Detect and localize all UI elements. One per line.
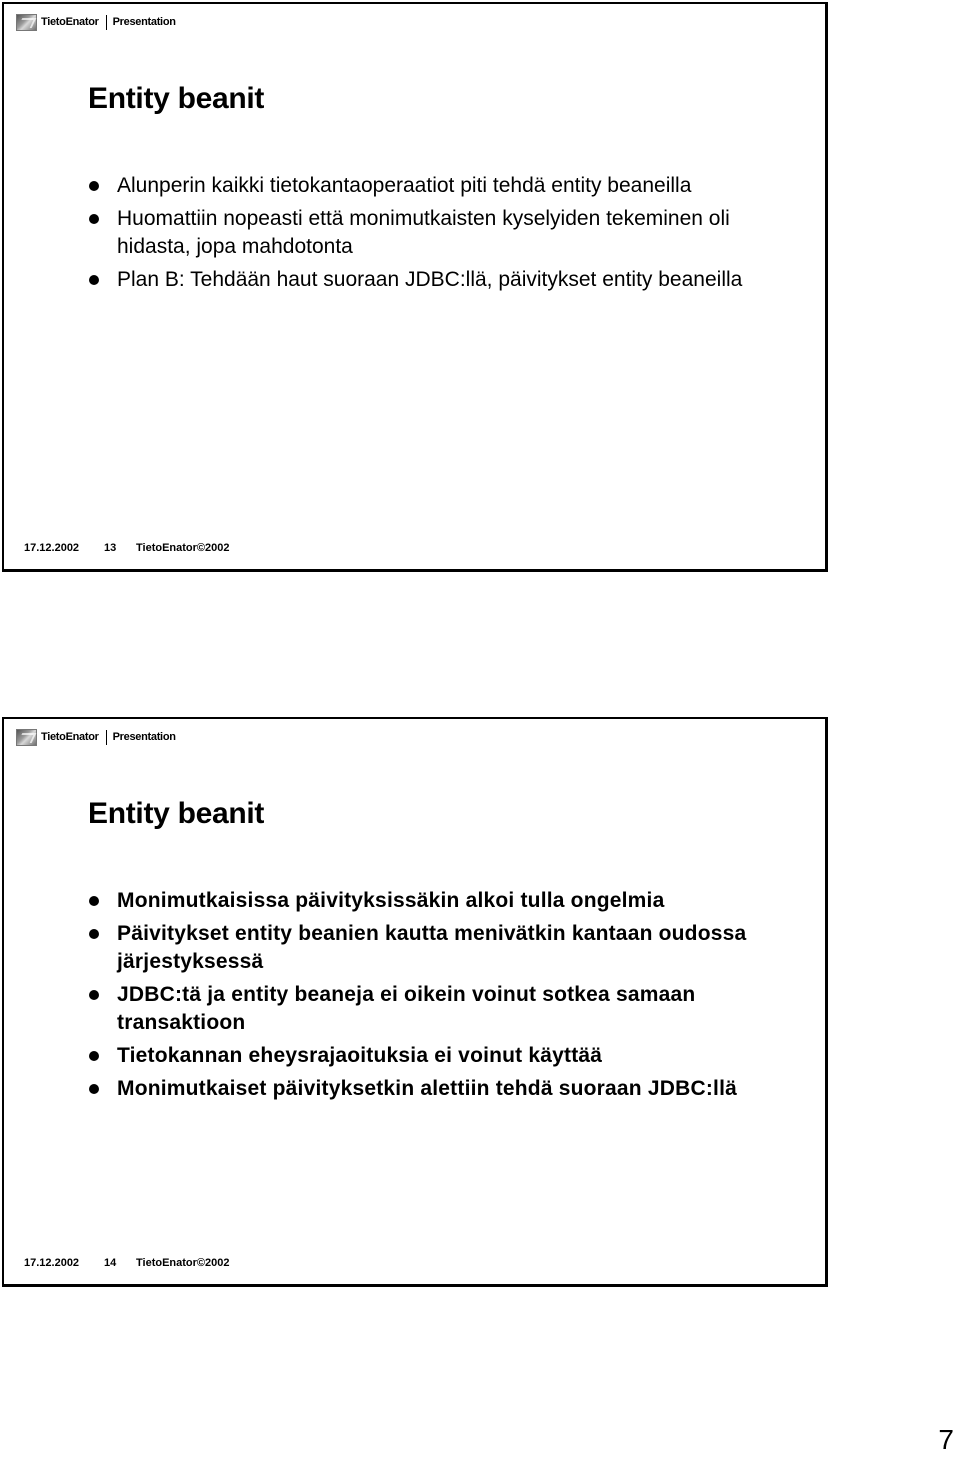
bullet-item: JDBC:tä ja entity beaneja ei oikein voinut sotkea samaan transaktioon <box>86 981 786 1037</box>
bullet-list <box>86 172 786 299</box>
bullet-item: Päivitykset entity beanien kautta menivätkin kantaan oudossa järjestyksessä <box>86 920 786 976</box>
brand-name: TietoEnator <box>41 16 99 28</box>
slide-header <box>16 727 176 747</box>
bullet-list <box>86 887 786 1108</box>
slide-header <box>16 12 176 32</box>
brand-name: TietoEnator <box>41 731 99 743</box>
footer-copyright: TietoEnator©2002 <box>136 1257 230 1269</box>
bullet-item: Monimutkaiset päivityksetkin alettiin tehdä suoraan JDBC:llä <box>86 1075 786 1103</box>
header-presentation-label: Presentation <box>112 16 176 28</box>
bullet-item: Tietokannan eheysrajaoituksia ei voinut käyttää <box>86 1042 786 1070</box>
bullet-item: Alunperin kaikki tietokantaoperaatiot piti tehdä entity beaneilla <box>86 172 786 200</box>
header-divider <box>106 15 107 30</box>
slide-footer <box>24 542 230 554</box>
footer-date: 17.12.2002 <box>24 1257 80 1269</box>
slide-13 <box>2 2 828 572</box>
bullet-item: Huomattiin nopeasti että monimutkaisten kyselyiden tekeminen oli hidasta, jopa mahdotonta <box>86 205 786 261</box>
slide-14 <box>2 717 828 1287</box>
tietoenator-logo-icon <box>16 729 37 746</box>
footer-copyright: TietoEnator©2002 <box>136 542 230 554</box>
slide-title: Entity beanit <box>88 82 265 115</box>
bullet-item: Monimutkaisissa päivityksissäkin alkoi tulla ongelmia <box>86 887 786 915</box>
footer-slide-number: 13 <box>104 542 117 554</box>
header-presentation-label: Presentation <box>112 731 176 743</box>
slide-footer <box>24 1257 230 1269</box>
tietoenator-logo-icon <box>16 14 37 31</box>
slide-title: Entity beanit <box>88 797 265 830</box>
footer-date: 17.12.2002 <box>24 542 80 554</box>
page-number: 7 <box>938 1424 954 1455</box>
bullet-item: Plan B: Tehdään haut suoraan JDBC:llä, päivitykset entity beaneilla <box>86 266 786 294</box>
footer-slide-number: 14 <box>104 1257 117 1269</box>
header-divider <box>106 730 107 745</box>
